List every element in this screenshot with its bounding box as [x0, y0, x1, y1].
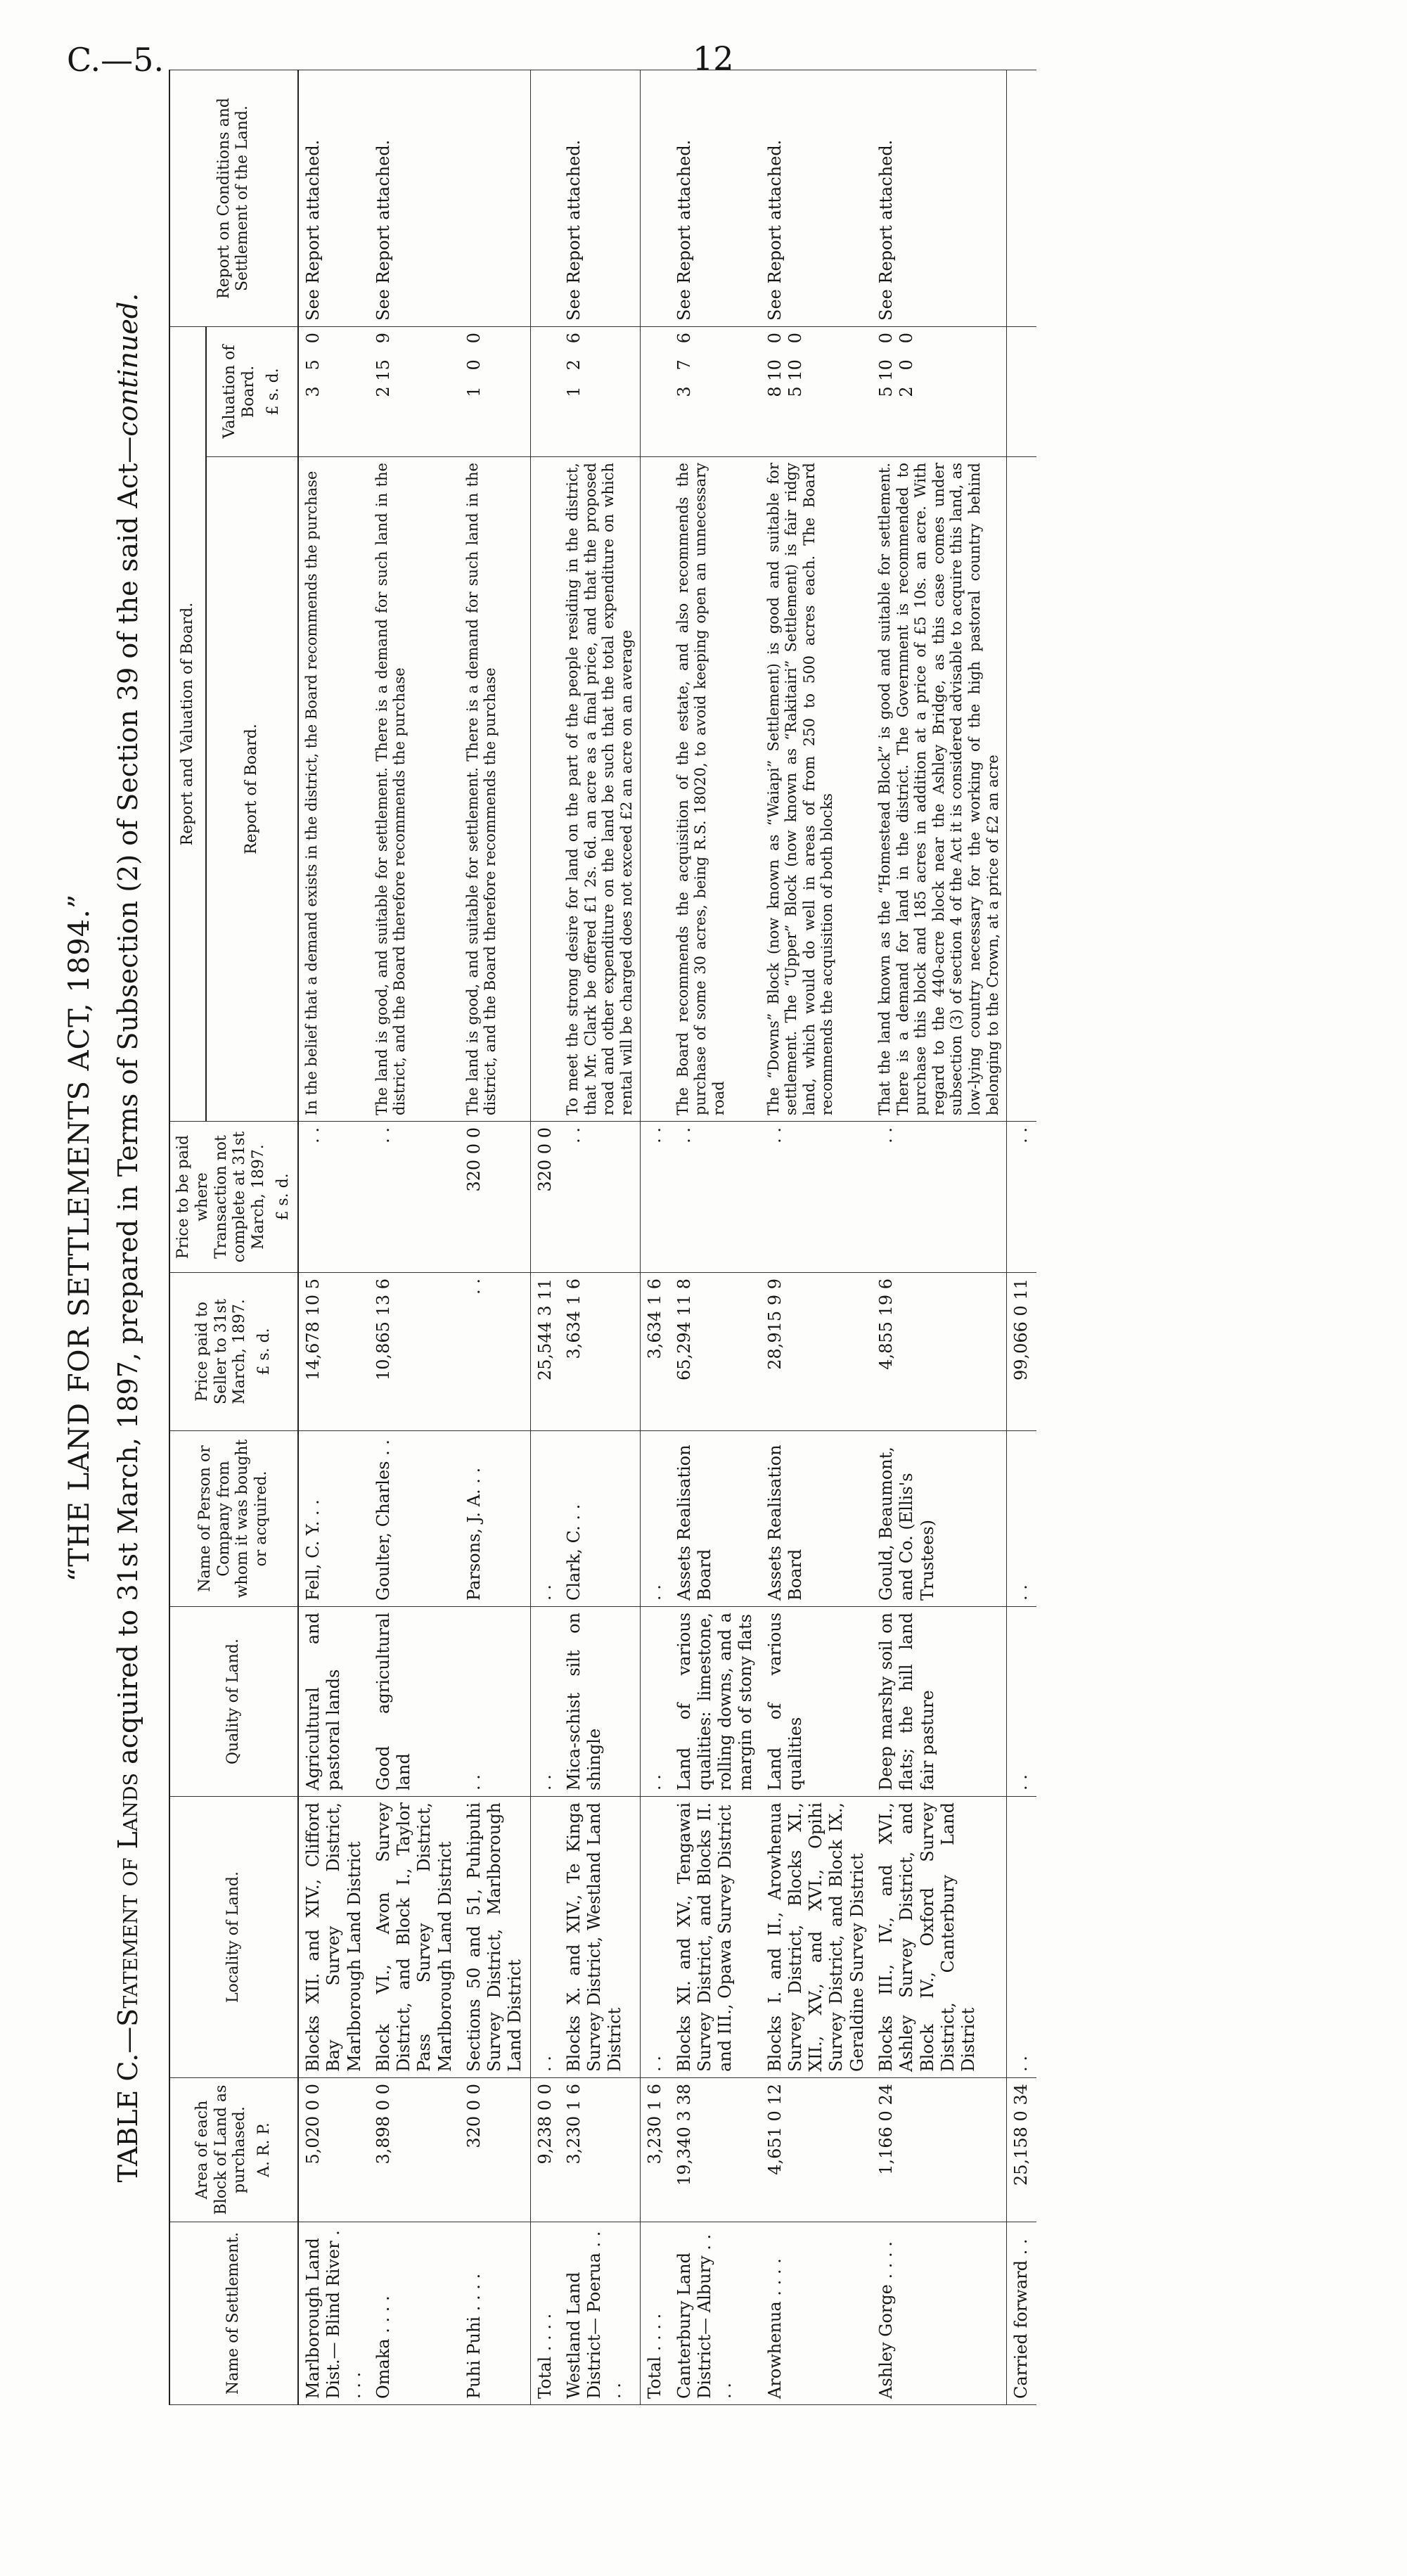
cell-price-paid: 14,678 10 5: [298, 1273, 369, 1431]
table-row: [298, 70, 369, 2405]
cell-area: 3,898 0 0: [369, 2078, 460, 2222]
cell-valuation: 3 7 6: [670, 327, 761, 457]
cell-valuation: 2 15 9: [369, 327, 460, 457]
cell-name: Canterbury Land District— Albury . . . .: [670, 2222, 761, 2405]
cell-seller: Parsons, J. A. . .: [460, 1431, 530, 1607]
cell-area: 3,230 1 6: [641, 2078, 670, 2222]
cell-price-to-pay: 320 0 0: [530, 1122, 560, 1273]
cell-area: 25,158 0 34: [1007, 2078, 1036, 2222]
cell-price-paid: 10,865 13 6: [369, 1273, 460, 1431]
table-title-statement: Statement of Lands: [113, 1772, 143, 2027]
cell-locality: Blocks XI. and XV., Tengawai Survey District, and Blocks II. and III., Opawa Survey District: [670, 1797, 761, 2078]
cell-locality: Sections 50 and 51, Puhipuhi Survey District, Marlborough Land District: [460, 1797, 530, 2078]
page-number: 12: [693, 39, 734, 77]
cell-name: Ashley Gorge . . . .: [872, 2222, 1007, 2405]
cell-valuation: 5 10 0 2 0 0: [872, 327, 1007, 457]
table-title-prefix: TABLE C.—: [113, 2026, 143, 2183]
cell-area: 320 0 0: [460, 2078, 530, 2222]
cell-price-paid: 3,634 1 6: [641, 1273, 670, 1431]
page-reference: C.—5.: [67, 41, 165, 79]
col-area-header: Area of each Block of Land as purchased. A. R. P.: [169, 2078, 298, 2222]
cell-locality: . .: [641, 1797, 670, 2078]
cell-seller: . .: [530, 1431, 560, 1607]
cell-seller: . .: [1007, 1431, 1036, 1607]
cell-price-paid: 28,915 9 9: [761, 1273, 872, 1431]
cell-price-to-pay: . .: [872, 1122, 1007, 1273]
cell-report: In the belief that a demand exists in the district, the Board recommends the purchase: [298, 457, 369, 1122]
col-report-group-header: Report and Valuation of Board.: [169, 327, 206, 1122]
cell-quality: . .: [641, 1607, 670, 1797]
table-row: [560, 70, 641, 2405]
cell-seller: Goulter, Charles . .: [369, 1431, 460, 1607]
cell-locality: Blocks I. and II., Arowhenua Survey District, Blocks XI., XII., XV., and XVI., Opihi Survey District, and Block IX., Geraldine Survey District: [761, 1797, 872, 2078]
cell-conditions: See Report attached.: [872, 70, 1007, 327]
cell-locality: Blocks XII. and XIV., Clifford Bay Survey District, Marlborough Land District: [298, 1797, 369, 2078]
cell-price-paid: 4,855 19 6: [872, 1273, 1007, 1431]
cell-area: 9,238 0 0: [530, 2078, 560, 2222]
cell-report: [1007, 457, 1036, 1122]
cell-price-paid: 65,294 11 8: [670, 1273, 761, 1431]
cell-price-to-pay: . .: [761, 1122, 872, 1273]
cell-locality: Blocks III., IV., and XVI., Ashley Survey District, and Block IV., Oxford Survey District, Canterbury Land District: [872, 1797, 1007, 2078]
table-row: [670, 70, 761, 2405]
cell-locality: . .: [530, 1797, 560, 2078]
cell-area: 3,230 1 6: [560, 2078, 641, 2222]
cell-seller: Clark, C. . .: [560, 1431, 641, 1607]
col-quality-header: Quality of Land.: [169, 1607, 298, 1797]
cell-price-to-pay: . .: [1007, 1122, 1036, 1273]
cell-price-to-pay: . .: [670, 1122, 761, 1273]
cell-report: The land is good, and suitable for settlement. There is a demand for such land in the district, and the Board therefore recommends the purchase: [369, 457, 460, 1122]
cell-valuation: 3 5 0: [298, 327, 369, 457]
cell-locality: Blocks X. and XIV., Te Kinga Survey District, Westland Land District: [560, 1797, 641, 2078]
total-row: [641, 70, 670, 2405]
col-conditions-header: Report on Conditions and Settlement of the Land.: [169, 70, 298, 327]
cell-conditions: See Report attached.: [761, 70, 872, 327]
cell-valuation: 1 2 6: [560, 327, 641, 457]
cell-name: Omaka . . . .: [369, 2222, 460, 2405]
cell-price-paid: . .: [460, 1273, 530, 1431]
table-row: [369, 70, 460, 2405]
cell-quality: . .: [530, 1607, 560, 1797]
cell-price-to-pay: . .: [641, 1122, 670, 1273]
cell-price-to-pay: 320 0 0: [460, 1122, 530, 1273]
cell-quality: Agricultural and pastoral lands: [298, 1607, 369, 1797]
cell-quality: Good agricultural land: [369, 1607, 460, 1797]
cell-area: 5,020 0 0: [298, 2078, 369, 2222]
cell-price-to-pay: . .: [369, 1122, 460, 1273]
col-seller-header: Name of Person or Company from whom it was bought or acquired.: [169, 1431, 298, 1607]
cell-name: Total . . . .: [641, 2222, 670, 2405]
col-paid-header: Price paid to Seller to 31st March, 1897. £ s. d.: [169, 1273, 298, 1431]
cell-price-paid: 3,634 1 6: [560, 1273, 641, 1431]
act-title: “THE LAND FOR SETTLEMENTS ACT, 1894.”: [63, 893, 96, 1582]
cell-seller: Assets Realisation Board: [670, 1431, 761, 1607]
cell-area: 19,340 3 38: [670, 2078, 761, 2222]
cell-report: To meet the strong desire for land on the part of the people residing in the district, that Mr. Clark be offered £1 2s. 6d. an acre as a final price, and that the proposed road and other expenditure on the land be such that the total expenditure on which rental will be charged does not exceed £2 an acre on an average: [560, 457, 641, 1122]
table-row: [460, 70, 530, 2405]
cell-price-to-pay: . .: [298, 1122, 369, 1273]
table-title-suffix: continued.: [113, 293, 143, 437]
cell-seller: Fell, C. Y. . .: [298, 1431, 369, 1607]
cell-report: The land is good, and suitable for settlement. There is a demand for such land in the district, and the Board therefore recommends the purchase: [460, 457, 530, 1122]
cell-locality: Block VI., Avon Survey District, and Block I., Taylor Pass Survey District, Marlborough Land District: [369, 1797, 460, 2078]
cell-price-paid: 25,544 3 11: [530, 1273, 560, 1431]
cell-name: Puhi Puhi . . . .: [460, 2222, 530, 2405]
total-row: [530, 70, 560, 2405]
cell-name: Westland Land District— Poerua . . . .: [560, 2222, 641, 2405]
cell-quality: Mica-schist silt on shingle: [560, 1607, 641, 1797]
cell-conditions: [641, 70, 670, 327]
col-topay-header: Price to be paid where Transaction not complete at 31st March, 1897. £ s. d.: [169, 1122, 298, 1273]
cell-valuation: 1 0 0: [460, 327, 530, 457]
cell-seller: Assets Realisation Board: [761, 1431, 872, 1607]
cell-report: The “Downs” Block (now known as “Waiapi” Settlement) is good and suitable for settlement. The “Upper” Block (now known as “Rakitairi” Settlement) is fair ridgy land, which would do well in areas of from 250 to 500 acres each. The Board recommends the acquisition of both blocks: [761, 457, 872, 1122]
cell-quality: Land of various qualities: [761, 1607, 872, 1797]
cell-name: Arowhenua . . . .: [761, 2222, 872, 2405]
cell-conditions: See Report attached.: [298, 70, 369, 327]
table-title: [113, 70, 143, 2405]
total-row: [1007, 70, 1036, 2405]
cell-conditions: [460, 70, 530, 327]
table-title-middle: acquired to 31st March, 1897, prepared in Terms of Subsection (2) of Section 39 of the said Act—: [113, 436, 143, 1773]
cell-quality: . .: [1007, 1607, 1036, 1797]
cell-conditions: See Report attached.: [670, 70, 761, 327]
cell-price-to-pay: . .: [560, 1122, 641, 1273]
table-body: [298, 70, 1036, 2405]
table-row: [872, 70, 1007, 2405]
cell-report: The Board recommends the acquisition of the estate, and also recommends the purchase of some 30 acres, being R.S. 18020, to avoid keeping open an unnecessary road: [670, 457, 761, 1122]
cell-valuation: [1007, 327, 1036, 457]
cell-seller: Gould, Beaumont, and Co. (Ellis's Trustees): [872, 1431, 1007, 1607]
cell-conditions: See Report attached.: [369, 70, 460, 327]
cell-valuation: [641, 327, 670, 457]
cell-quality: Land of various qualities: limestone, rolling downs, and a margin of stony flats: [670, 1607, 761, 1797]
cell-locality: . .: [1007, 1797, 1036, 2078]
cell-name: Marlborough Land Dist.— Blind River . . . .: [298, 2222, 369, 2405]
cell-name: Carried forward . .: [1007, 2222, 1036, 2405]
cell-area: 4,651 0 12: [761, 2078, 872, 2222]
table-row: [761, 70, 872, 2405]
col-valuation-header: Valuation of Board. £ s. d.: [206, 327, 298, 457]
cell-report: [641, 457, 670, 1122]
land-statement-table: [169, 70, 1036, 2405]
cell-valuation: 8 10 0 5 10 0: [761, 327, 872, 457]
cell-report: [530, 457, 560, 1122]
cell-quality: . .: [460, 1607, 530, 1797]
cell-seller: . .: [641, 1431, 670, 1607]
col-name-header: Name of Settlement.: [169, 2222, 298, 2405]
cell-area: 1,166 0 24: [872, 2078, 1007, 2222]
cell-price-paid: 99,066 0 11: [1007, 1273, 1036, 1431]
rotated-table-page: [63, 70, 1385, 2405]
cell-report: That the land known as the “Homestead Block” is good and suitable for settlement. There is a demand for land in the district. The Government is recommended to purchase this block and 185 acres in addition at a price of £5 10s. an acre. With regard to the 440-acre block near the Ashley Bridge, as this case comes under subsection (3) of section 4 of the Act it is considered advisable to acquire this land, as low-lying country necessary for the working of the high pastoral country behind belonging to the Crown, at a price of £2 an acre: [872, 457, 1007, 1122]
col-report-header: Report of Board.: [206, 457, 298, 1122]
cell-conditions: [530, 70, 560, 327]
cell-conditions: [1007, 70, 1036, 327]
cell-name: Total . . . .: [530, 2222, 560, 2405]
cell-conditions: See Report attached.: [560, 70, 641, 327]
cell-quality: Deep marshy soil on flats; the hill land fair pasture: [872, 1607, 1007, 1797]
cell-valuation: [530, 327, 560, 457]
col-locality-header: Locality of Land.: [169, 1797, 298, 2078]
